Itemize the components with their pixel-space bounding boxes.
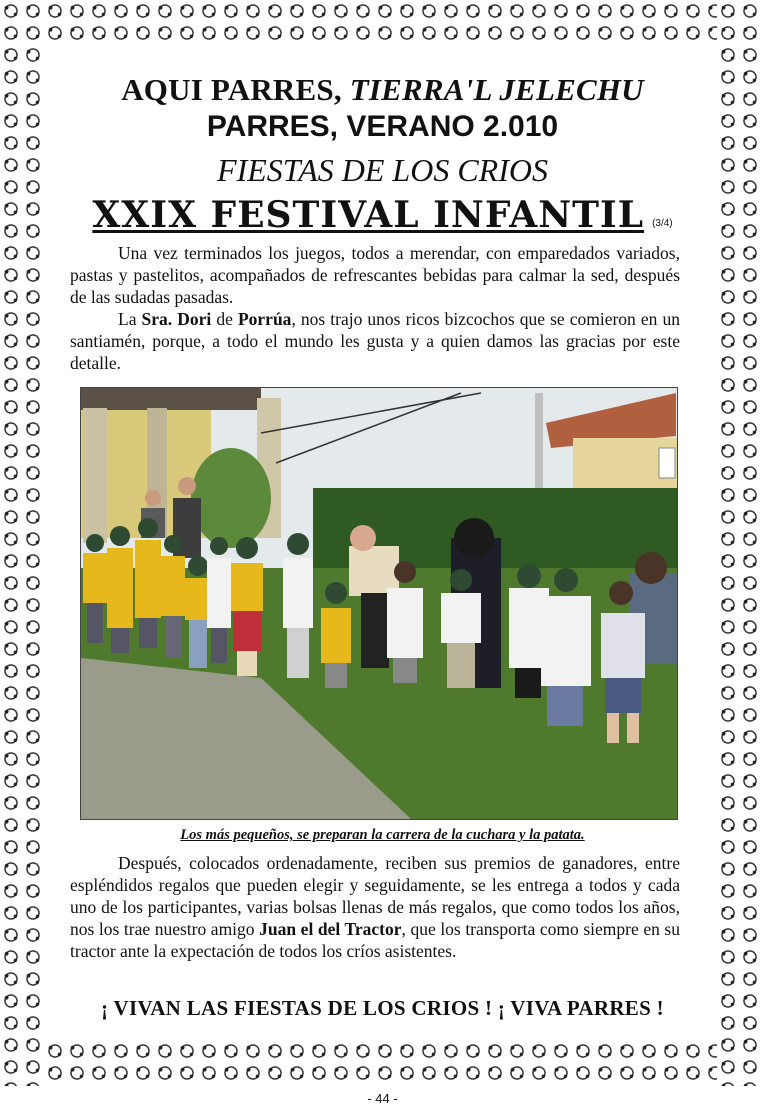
heading-line-1-b: TIERRA'L JELECHU <box>349 72 644 107</box>
photo-illustration <box>81 388 677 819</box>
paragraph-3-name: Juan el del Tractor <box>259 919 402 939</box>
paragraph-3-text-b: , que los transporta como siempre en su tractor ante la expectación de todos los críos asistentes. <box>70 919 680 961</box>
heading-line-2: PARRES, VERANO 2.010 <box>206 110 559 143</box>
paragraph-2-text-c: , nos trajo unos ricos bizcochos que se comieron en un santiamén, porque, a todo el mundo les gusta y a quien damos las gracias por este detalle. <box>70 309 680 373</box>
event-photo <box>80 387 678 820</box>
paragraph-2 <box>70 308 680 374</box>
photo-caption: Los más pequeños, se preparan la carrera de la cuchara y la patata. <box>180 827 585 843</box>
paragraph-3-text-a: Después, colocados ordenadamente, reciben sus premios de ganadores, entre espléndidos regalos que pueden elegir y seguidamente, se les entrega a todos y cada uno de los participantes, varias bolsas llenas de más regalos, que como todos los años, nos los trae nuestro amigo <box>70 853 680 939</box>
paragraph-1-text: Una vez terminados los juegos, todos a merendar, con emparedados variados, pastas y pastelitos, acompañados de refrescantes bebidas para calmar la sed, después de las sudadas pasadas. <box>70 243 680 307</box>
part-indicator: (3/4) <box>652 217 673 229</box>
paragraph-3 <box>70 852 680 962</box>
heading-line-1-a: AQUI PARRES, <box>121 72 350 107</box>
festival-title: XXIX FESTIVAL INFANTIL <box>92 194 645 236</box>
ornamental-border-bottom <box>0 1040 765 1086</box>
paragraph-2-name: Sra. Dori <box>141 309 212 329</box>
paragraph-2-place: Porrúa <box>237 309 292 329</box>
page-content <box>48 46 717 1040</box>
heading-line-4 <box>48 194 717 236</box>
paragraph-1 <box>70 242 680 308</box>
ornamental-border-top <box>0 0 765 46</box>
paragraph-2-text-a: La <box>118 309 142 329</box>
page-number: - 44 - <box>367 1091 398 1106</box>
heading-line-3: FIESTAS DE LOS CRIOS <box>217 152 548 188</box>
closing-cheer: ¡ VIVAN LAS FIESTAS DE LOS CRIOS ! ¡ VIVA PARRES ! <box>101 996 664 1020</box>
heading-line-1 <box>48 72 717 108</box>
ornamental-border-right <box>717 0 765 1086</box>
paragraph-2-text-b: de <box>211 309 238 329</box>
ornamental-border-left <box>0 0 48 1086</box>
